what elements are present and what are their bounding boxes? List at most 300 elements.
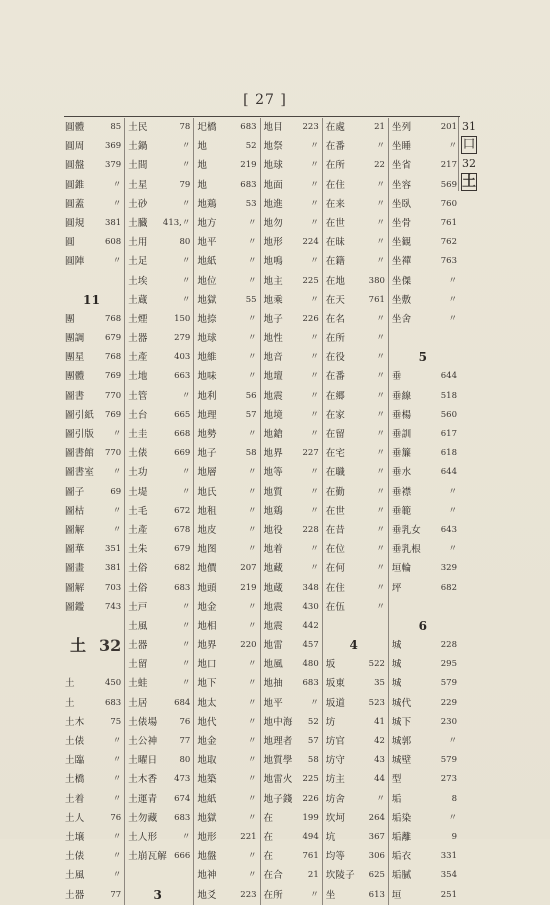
entry-term: 在来 [325,198,346,210]
entry-page-ref: 228 [440,640,457,651]
index-entry [194,502,259,521]
entry-page-ref: 770 [104,390,122,401]
index-entry [261,655,322,674]
entry-page-ref: 678 [174,524,191,535]
index-entry [125,137,193,156]
entry-term: 圖畫 [65,563,85,575]
index-entry [194,118,259,137]
entry-page-ref: 〃 [181,275,191,286]
entry-page-ref: 22 [374,160,385,171]
index-column-5 [323,118,389,905]
entry-term: 坂 [325,659,336,671]
entry-page-ref: 〃 [376,352,385,363]
index-entry [194,367,259,386]
entry-page-ref: 〃 [248,620,257,631]
index-entry [323,713,388,732]
entry-term: 土產 [128,352,148,364]
entry-term: 地利 [197,390,217,402]
entry-term: 在世 [325,217,346,229]
entry-term: 在番 [325,141,346,153]
entry-page-ref: 〃 [376,237,385,248]
entry-term: 均等 [325,851,346,863]
entry-page-ref: 219 [240,582,257,593]
index-entry [389,674,460,693]
entry-page-ref: 703 [104,582,122,593]
index-entry [261,559,322,578]
entry-page-ref: 〃 [448,736,457,746]
entry-page-ref: 617 [440,429,457,439]
entry-page-ref: 295 [440,659,457,670]
entry-term: 圯橋 [197,122,217,133]
entry-page-ref: 42 [374,736,385,746]
entry-term: 土器 [128,640,148,652]
index-entry [62,617,124,636]
entry-term: 5 [418,350,428,365]
entry-term: 城郭 [391,736,412,747]
entry-term: 垣 [391,889,402,901]
entry-page-ref: 264 [368,812,385,823]
entry-term: 地下 [197,678,217,690]
entry-term: 圖引紙 [65,409,95,421]
index-entry [194,674,259,693]
index-entry [261,866,322,885]
entry-page-ref: 683 [174,582,191,593]
entry-term: 地图 [197,544,217,556]
entry-term: 在處 [325,122,346,133]
entry-term: 地代 [197,716,217,728]
index-entry [261,176,322,195]
index-entry [389,540,460,559]
index-entry [261,674,322,693]
index-entry [194,195,259,214]
entry-term: 地抽 [263,678,283,690]
entry-page-ref: 〃 [376,524,385,535]
entry-term: 土煙 [128,313,148,325]
entry-page-ref: 219 [240,160,257,171]
index-entry [194,655,259,674]
index-entry [389,272,460,291]
entry-term: 在 [263,812,274,824]
entry-page-ref: 225 [302,275,319,286]
index-entry [261,329,322,348]
index-entry [62,655,124,674]
entry-page-ref: 58 [307,755,319,766]
entry-term: 在世 [325,505,346,517]
index-entry [62,886,124,905]
index-entry [125,713,193,732]
index-entry [261,233,322,252]
entry-term: 團 [65,313,75,325]
entry-term: 地紙 [197,256,217,268]
entry-term: 土堤 [128,486,148,498]
entry-term: 垢染 [391,812,412,824]
entry-page-ref: 〃 [248,755,257,766]
index-entry [125,502,193,521]
top-rule [64,116,460,117]
index-entry [125,252,193,271]
entry-page-ref: 〃 [376,563,385,574]
entry-page-ref: 522 [368,659,385,670]
entry-page-ref: 〃 [112,505,122,516]
entry-page-ref: 〃 [310,198,319,209]
entry-term: 地口 [197,659,217,671]
entry-page-ref: 52 [245,141,257,152]
entry-page-ref: 221 [240,831,257,842]
entry-page-ref: 579 [440,678,457,689]
index-entry [323,214,388,233]
entry-term: 地鶏 [197,198,217,210]
index-entry [323,847,388,866]
entry-term: 土勿藏 [128,812,158,824]
index-entry [389,770,460,789]
entry-page-ref: 273 [440,774,457,785]
index-entry [194,579,259,598]
entry-term: 坐列 [391,122,412,133]
entry-page-ref: 217 [440,160,457,171]
index-entry [125,387,193,406]
entry-term: 土地 [128,371,148,383]
entry-term: 土居 [128,697,148,709]
index-entry [62,233,124,252]
entry-page-ref: 〃 [448,275,457,286]
entry-page-ref: 35 [374,678,385,689]
entry-term: 圖書 [65,390,85,402]
index-entry [389,866,460,885]
entry-page-ref: 761 [368,294,385,305]
index-entry [261,809,322,828]
entry-page-ref: 〃 [310,409,319,420]
entry-page-ref: 77 [179,736,191,746]
entry-page-ref: 43 [374,755,385,766]
entry-term: 圖鑑 [65,601,85,613]
entry-term: 坐睡 [391,141,412,153]
entry-page-ref: 76 [179,716,191,727]
index-entry [62,540,124,559]
entry-page-ref: 674 [174,793,191,804]
index-entry [261,310,322,329]
entry-term: 4 [349,638,359,653]
index-entry [323,233,388,252]
entry-term: 垂範 [391,505,412,517]
thumb-index [458,117,479,191]
entry-term: 坐容 [391,179,412,191]
index-entry [194,866,259,885]
index-entry [194,483,259,502]
entry-term: 土俗 [128,582,148,594]
index-entry [261,483,322,502]
index-entry [194,214,259,233]
index-entry [261,598,322,617]
index-entry [389,502,460,521]
entry-term: 土星 [128,179,148,191]
entry-page-ref: 〃 [376,390,385,401]
entry-term: 在所 [325,333,346,345]
entry-term: 地維 [197,352,217,364]
index-entry [323,540,388,559]
entry-term: 在家 [325,409,346,421]
entry-term: 土俵 [65,736,85,747]
entry-page-ref: 〃 [112,831,122,842]
index-entry [389,444,460,463]
entry-page-ref: 79 [179,179,191,190]
index-entry [261,847,322,866]
stroke-count-header [62,291,124,310]
entry-page-ref: 〃 [248,237,257,248]
index-entry [261,291,322,310]
index-entry [323,367,388,386]
entry-term: 城 [391,640,402,652]
entry-page-ref: 〃 [376,141,385,152]
index-entry [194,751,259,770]
index-entry [389,425,460,444]
entry-page-ref: 〃 [248,716,257,727]
entry-term: 地境 [263,409,283,421]
index-entry [62,214,124,233]
entry-term: 垣輪 [391,563,412,575]
entry-page-ref: 〃 [376,256,385,267]
index-entry [125,310,193,329]
thumb-section-31: 31 [462,120,476,133]
index-entry [323,521,388,540]
entry-term: 城壁 [391,755,412,767]
entry-term: 坂道 [325,697,346,709]
entry-term: 圓盤 [65,160,85,172]
entry-page-ref: 〃 [448,141,457,152]
entry-page-ref: 〃 [448,544,457,555]
entry-page-ref: 80 [179,755,191,766]
entry-term: 圓錐 [65,179,85,191]
entry-page-ref: 663 [174,371,191,382]
index-entry [125,291,193,310]
entry-term: 垢離 [391,831,412,843]
index-entry [389,233,460,252]
index-entry [389,195,460,214]
entry-page-ref: 〃 [181,141,191,152]
kanji-index-table [62,118,460,905]
entry-term: 地子 [197,448,217,460]
entry-page-ref: 21 [307,870,319,881]
entry-page-ref: 682 [440,582,457,593]
entry-page-ref: 〃 [181,601,191,612]
entry-page-ref: 〃 [448,505,457,516]
entry-page-ref: 〃 [376,486,385,497]
entry-page-ref: 199 [302,812,319,823]
index-entry [261,790,322,809]
entry-page-ref: 78 [179,122,191,132]
index-entry [323,866,388,885]
index-entry [194,732,259,751]
entry-page-ref: 768 [104,313,122,324]
entry-term: 地層 [197,467,217,479]
entry-page-ref: 〃 [376,371,385,382]
index-entry [389,310,460,329]
entry-term: 地金 [197,736,217,747]
index-entry [389,655,460,674]
entry-page-ref: 480 [302,659,319,670]
index-entry [261,118,322,137]
entry-page-ref: 569 [440,179,457,190]
entry-page-ref: 〃 [181,390,191,401]
entry-page-ref: 〃 [248,659,257,670]
entry-term: 地壇 [263,371,283,383]
entry-term: 坊 [325,716,336,728]
index-entry [125,828,193,847]
entry-page-ref: 〃 [310,256,319,267]
index-entry [125,655,193,674]
index-entry [62,387,124,406]
entry-term: 地勿 [263,217,283,229]
index-entry [323,886,388,905]
entry-page-ref: 〃 [248,467,257,478]
entry-page-ref: 〃 [248,678,257,689]
entry-term: 坐舍 [391,313,412,325]
entry-term: 地租 [197,505,217,517]
entry-term: 在籍 [325,256,346,268]
entry-term: 土壌 [65,831,85,843]
index-entry [125,367,193,386]
index-entry [62,732,124,751]
entry-term: 坊守 [325,755,346,767]
index-entry [389,559,460,578]
index-entry [323,809,388,828]
entry-term: 圖書室 [65,467,95,479]
entry-term: 地雷 [263,640,283,652]
entry-page-ref: 672 [174,505,191,516]
index-entry [389,636,460,655]
index-entry [261,732,322,751]
index-entry [62,598,124,617]
index-entry [261,387,322,406]
index-entry [125,214,193,233]
entry-term: 在留 [325,429,346,440]
entry-page-ref: 518 [440,390,457,401]
entry-page-ref: 761 [440,217,457,228]
entry-term: 垂乳女 [391,524,422,536]
entry-page-ref: 618 [440,448,457,459]
entry-page-ref: 〃 [248,486,257,497]
entry-term: 圖解 [65,582,85,594]
index-entry [194,847,259,866]
index-entry [389,598,460,617]
entry-term: 地爻 [197,889,217,901]
index-entry [261,579,322,598]
entry-term: 城代 [391,697,412,709]
entry-page-ref: 57 [245,409,257,420]
index-entry [389,387,460,406]
index-entry [323,579,388,598]
entry-page-ref: 〃 [310,294,319,305]
entry-page-ref: 413,〃 [162,217,191,228]
entry-page-ref: 〃 [112,179,122,190]
entry-term: 地役 [263,524,283,536]
index-entry [194,540,259,559]
index-entry [323,425,388,444]
entry-page-ref: 〃 [310,486,319,497]
index-entry [194,617,259,636]
index-entry [261,828,322,847]
entry-term: 土蔵 [128,294,148,306]
entry-page-ref: 683 [174,812,191,823]
entry-term: 土埃 [128,275,148,287]
entry-term: 地盤 [197,851,217,863]
entry-page-ref: 〃 [112,524,122,535]
entry-page-ref: 21 [374,122,385,132]
entry-term: 土砂 [128,198,148,210]
entry-page-ref: 579 [440,755,457,766]
entry-page-ref: 228 [302,524,319,535]
entry-page-ref: 625 [368,870,385,881]
entry-page-ref: 679 [104,333,122,344]
entry-term: 團調 [65,333,85,345]
entry-page-ref: 〃 [376,448,385,459]
entry-term: 地平 [197,237,217,249]
index-column-4 [261,118,323,905]
index-entry [194,329,259,348]
entry-page-ref: 〃 [376,505,385,516]
entry-term: 地頭 [197,582,217,594]
entry-page-ref: 〃 [181,620,191,631]
entry-term: 在天 [325,294,346,306]
entry-term: 地祭 [263,141,283,153]
entry-term: 土 [65,678,75,690]
entry-page-ref: 〃 [248,313,257,324]
index-entry [194,713,259,732]
entry-page-ref: 666 [174,851,191,862]
entry-page-ref: 〃 [181,467,191,478]
entry-page-ref: 69 [110,486,122,497]
entry-term: 地太 [197,697,217,709]
index-entry [62,713,124,732]
index-entry [125,176,193,195]
entry-page-ref: 457 [302,640,319,651]
entry-term: 在昧 [325,237,346,249]
index-entry [261,444,322,463]
index-entry [194,176,259,195]
entry-page-ref: 32 [98,636,122,656]
index-entry [125,521,193,540]
entry-page-ref: 769 [104,371,122,382]
entry-term: 地震 [263,390,283,402]
entry-term: 地築 [197,774,217,786]
entry-term: 在住 [325,582,346,594]
entry-page-ref: 〃 [248,697,257,708]
index-entry [389,790,460,809]
index-entry [323,156,388,175]
entry-term: 坐省 [391,160,412,172]
entry-term: 土風 [128,620,148,632]
entry-page-ref: 679 [174,544,191,555]
index-column-6 [389,118,460,905]
entry-term: 地位 [197,275,217,287]
entry-term: 地取 [197,755,217,767]
entry-term: 地面 [263,179,283,191]
index-entry [62,406,124,425]
entry-term: 土台 [128,409,148,421]
index-entry [323,291,388,310]
entry-term: 地平 [263,697,283,709]
entry-page-ref: 〃 [376,409,385,420]
entry-term: 團體 [65,371,85,383]
entry-term: 土足 [128,256,148,268]
index-entry [125,118,193,137]
index-entry [194,770,259,789]
entry-page-ref: 〃 [248,505,257,516]
entry-term: 地鶏 [263,505,283,517]
entry-term: 圓體 [65,122,85,133]
stroke-count-header [389,348,460,367]
index-entry [125,598,193,617]
index-entry [125,329,193,348]
